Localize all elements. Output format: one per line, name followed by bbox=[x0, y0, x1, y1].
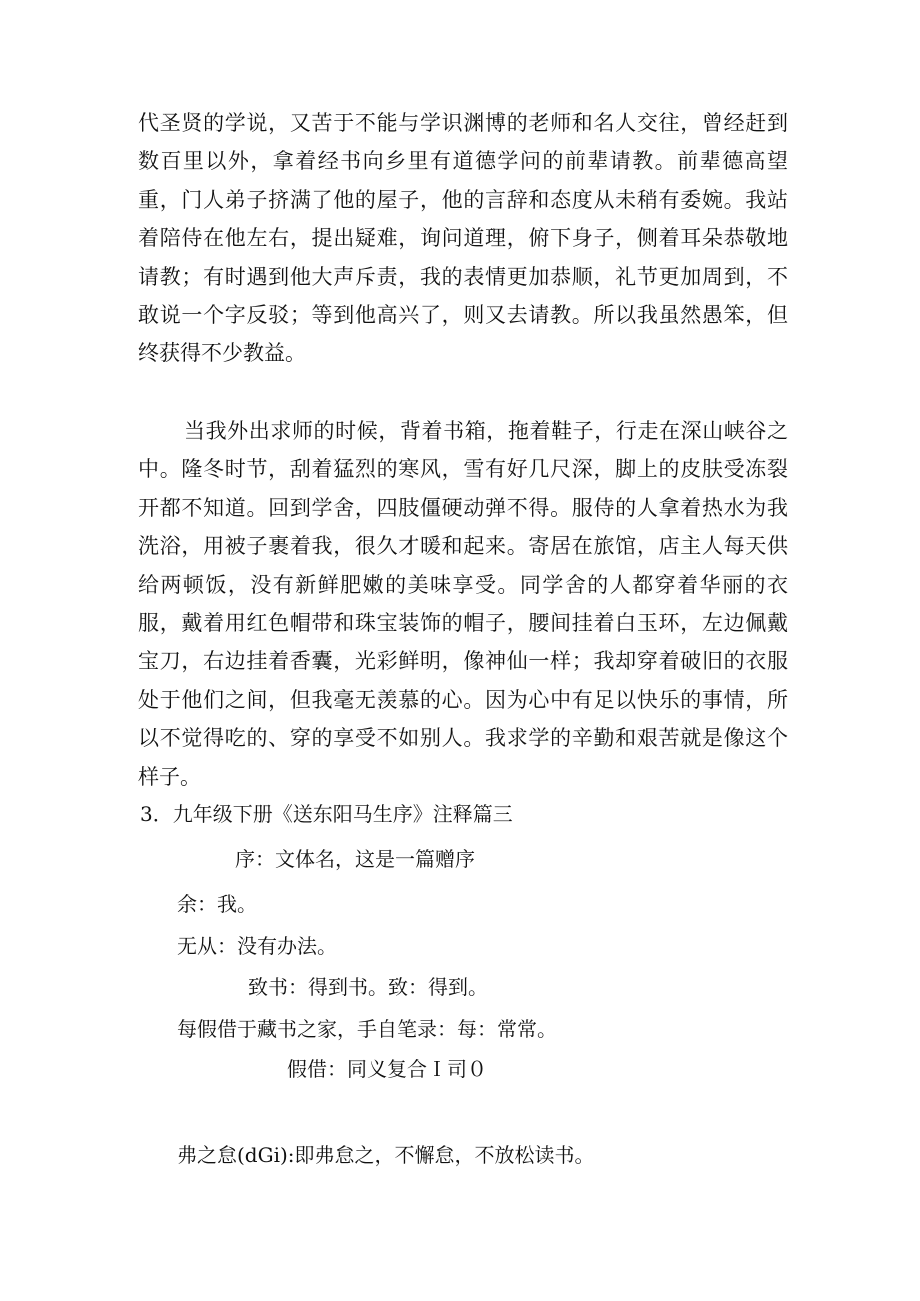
annotation-line: 弗之怠(dGi):即弗怠之，不懈怠，不放松读书。 bbox=[177, 1143, 595, 1167]
annotation-line: 序：文体名，这是一篇赠序 bbox=[235, 847, 475, 871]
annotation-line: 无从：没有办法。 bbox=[177, 934, 337, 958]
annotation-line: 假借：同义复合Ｉ司０ bbox=[287, 1057, 487, 1081]
body-paragraph-2: 当我外出求师的时候，背着书箱，拖着鞋子，行走在深山峡谷之中。隆冬时节，刮着猛烈的寒风，雪有好几尺深，脚上的皮肤受冻裂开都不知道。回到学舍，四肢僵硬动弹不得。服侍的人拿着热水为我洗浴，用被子裹着我，很久才暖和起来。寄居在旅馆，店主人每天供给两顿饭，没有新鲜肥嫩的美味享受。同学舍的人都穿着华丽的衣服，戴着用红色帽带和珠宝装饰的帽子，腰间挂着白玉环，左边佩戴宝刀，右边挂着香囊，光彩鲜明，像神仙一样；我却穿着破旧的衣服处于他们之间，但我毫无羡慕的心。因为心中有足以快乐的事情，所以不觉得吃的、穿的享受不如别人。我求学的辛勤和艰苦就是像这个样子。 bbox=[138, 419, 788, 789]
annotation-line: 致书：得到书。致：得到。 bbox=[248, 975, 488, 999]
section-heading: 3．九年级下册《送东阳马生序》注释篇三 bbox=[140, 802, 513, 826]
annotation-line: 余：我。 bbox=[177, 892, 257, 916]
body-paragraph-1: 代圣贤的学说，又苦于不能与学识渊博的老师和名人交往，曾经赶到数百里以外，拿着经书向乡里有道德学问的前辈请教。前辈德高望重，门人弟子挤满了他的屋子，他的言辞和态度从未稍有委婉。我站着陪侍在他左右，提出疑难，询问道理，俯下身子，侧着耳朵恭敬地请教；有时遇到他大声斥责，我的表情更加恭顺，礼节更加周到，不敢说一个字反驳；等到他高兴了，则又去请教。所以我虽然愚笨，但终获得不少教益。 bbox=[138, 111, 788, 366]
annotation-line: 每假借于藏书之家，手自笔录：每：常常。 bbox=[177, 1017, 557, 1041]
